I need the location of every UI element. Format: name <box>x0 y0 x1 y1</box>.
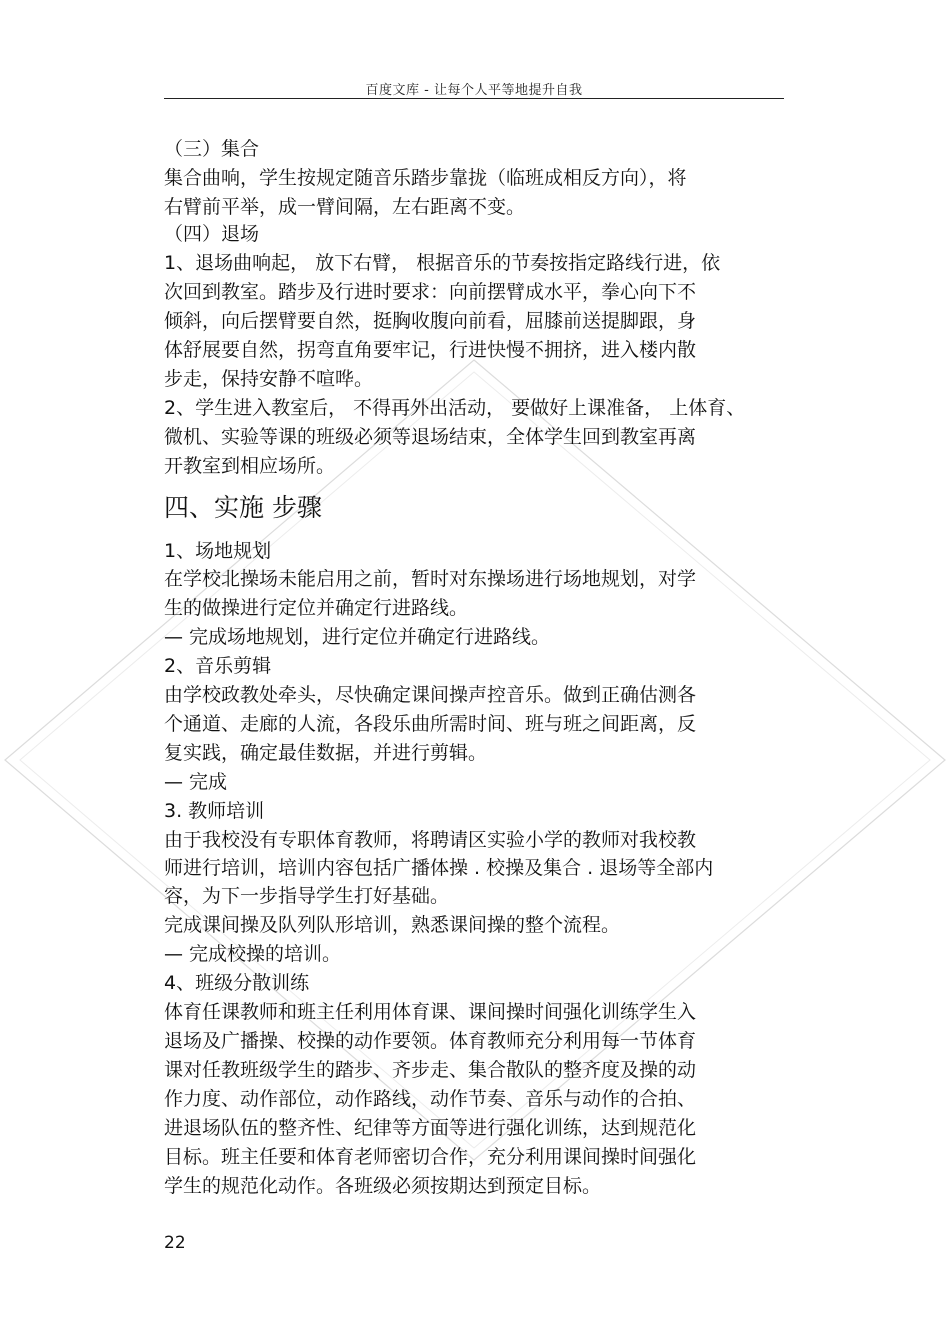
paragraph-line: 由于我校没有专职体育教师，将聘请区实验小学的教师对我校教 <box>164 829 697 851</box>
paragraph-line: 进退场队伍的整齐性、纪律等方面等进行强化训练，达到规范化 <box>164 1117 697 1139</box>
paragraph-line: — 完成场地规划，进行定位并确定行进路线。 <box>164 626 551 648</box>
paragraph-line: 开教室到相应场所。 <box>164 455 336 477</box>
header-divider <box>164 98 784 99</box>
paragraph-line: 目标。班主任要和体育老师密切合作，充分利用课间操时间强化 <box>164 1146 697 1168</box>
paragraph-line: — 完成 <box>164 771 228 793</box>
paragraph-line: 体舒展要自然，拐弯直角要牢记，行进快慢不拥挤，进入楼内散 <box>164 339 697 361</box>
subheading-class-training: 4、班级分散训练 <box>164 972 310 994</box>
paragraph-line: 在学校北操场未能启用之前，暂时对东操场进行场地规划，对学 <box>164 568 697 590</box>
subheading-exit: （四）退场 <box>164 223 260 245</box>
paragraph-line: 微机、实验等课的班级必须等退场结束，全体学生回到教室再离 <box>164 426 697 448</box>
paragraph-line: 退场及广播操、校操的动作要领。体育教师充分利用每一节体育 <box>164 1030 697 1052</box>
page-number: 22 <box>164 1233 186 1253</box>
paragraph-line: 课对任教班级学生的踏步、齐步走、集合散队的整齐度及操的动 <box>164 1059 697 1081</box>
paragraph-line: 个通道、走廊的人流，各段乐曲所需时间、班与班之间距离，反 <box>164 713 697 735</box>
paragraph-line: 完成课间操及队列队形培训，熟悉课间操的整个流程。 <box>164 914 621 936</box>
paragraph-line: 次回到教室。踏步及行进时要求：向前摆臂成水平，拳心向下不 <box>164 281 697 303</box>
paragraph-line: 学生的规范化动作。各班级必须按期达到预定目标。 <box>164 1175 602 1197</box>
paragraph-line: 生的做操进行定位并确定行进路线。 <box>164 597 469 619</box>
subheading-assembly: （三）集合 <box>164 138 260 160</box>
section-heading: 四、实施 步骤 <box>164 493 322 522</box>
paragraph-line: 师进行培训，培训内容包括广播体操 . 校操及集合 . 退场等全部内 <box>164 857 714 879</box>
paragraph-line: 复实践，确定最佳数据，并进行剪辑。 <box>164 742 488 764</box>
page-header: 百度文库 - 让每个人平等地提升自我 <box>365 83 583 98</box>
paragraph-line: 作力度、动作部位，动作路线，动作节奏、音乐与动作的合拍、 <box>164 1088 697 1110</box>
subheading-site-planning: 1、场地规划 <box>164 540 272 562</box>
paragraph-line: 体育任课教师和班主任利用体育课、课间操时间强化训练学生入 <box>164 1001 697 1023</box>
paragraph-line: 2、学生进入教室后， 不得再外出活动， 要做好上课准备， 上体育、 <box>164 397 746 419</box>
paragraph-line: 右臂前平举，成一臂间隔，左右距离不变。 <box>164 196 526 218</box>
paragraph-line: 倾斜，向后摆臂要自然，挺胸收腹向前看，屈膝前送提脚跟，身 <box>164 310 697 332</box>
paragraph-line: 集合曲响，学生按规定随音乐踏步靠拢（临班成相反方向），将 <box>164 167 687 189</box>
subheading-music-editing: 2、音乐剪辑 <box>164 655 272 677</box>
paragraph-line: 容，为下一步指导学生打好基础。 <box>164 885 450 907</box>
paragraph-line: — 完成校操的培训。 <box>164 943 342 965</box>
paragraph-line: 1、退场曲响起， 放下右臂， 根据音乐的节奏按指定路线行进，依 <box>164 252 721 274</box>
paragraph-line: 步走，保持安静不喧哗。 <box>164 368 374 390</box>
paragraph-line: 由学校政教处牵头，尽快确定课间操声控音乐。做到正确估测各 <box>164 684 697 706</box>
subheading-teacher-training: 3. 教师培训 <box>164 800 265 822</box>
